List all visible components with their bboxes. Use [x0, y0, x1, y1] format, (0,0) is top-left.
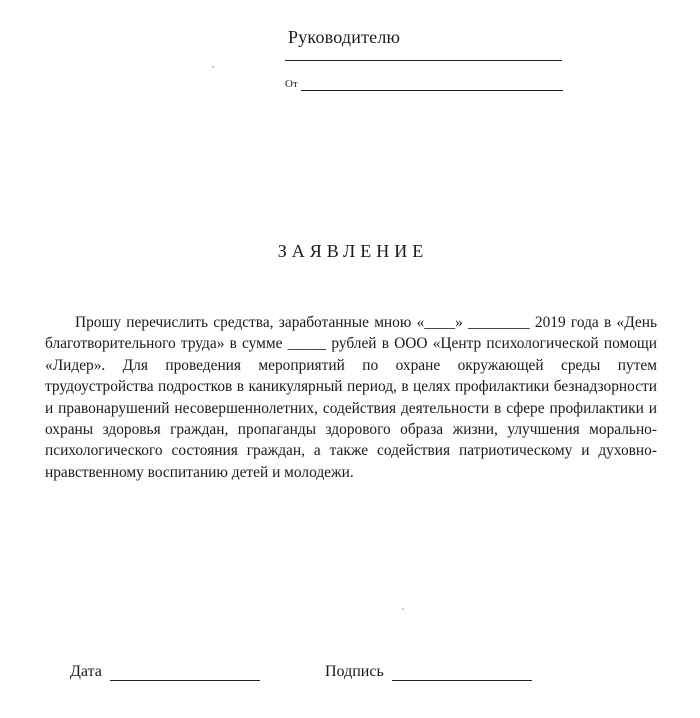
addressee-heading: Руководителю — [288, 27, 401, 47]
scan-speck — [402, 608, 404, 610]
request-paragraph: Прошу перечислить средства, заработанные мною «____» ________ 2019 года в «День благотворительного труда» в сумме _____ рублей в ООО «Центр психологической помощи «Лидер». Для проведения мероприятий по охране окружающей среды путем трудоустройства подростков в каникулярный период, в целях профилактики безнадзорности и правонарушений несовершеннолетних, содействия деятельности в сфере профилактики и охраны здоровья граждан, пропаганды здорового образа жизни, улучшения морально-психологического состояния граждан, а также содействия патриотическому и духовно-нравственному воспитанию детей и молодежи. — [45, 314, 657, 481]
date-blank-line — [110, 680, 260, 681]
from-row — [285, 77, 565, 93]
date-label: Дата — [70, 663, 102, 680]
signature-label: Подпись — [325, 663, 384, 680]
addressee-blank-line — [285, 60, 562, 61]
scan-speck — [212, 66, 214, 68]
from-label: От — [285, 78, 298, 90]
from-blank-line — [301, 90, 563, 91]
document-title: ЗАЯВЛЕНИЕ — [277, 241, 429, 261]
signature-blank-line — [392, 680, 532, 681]
